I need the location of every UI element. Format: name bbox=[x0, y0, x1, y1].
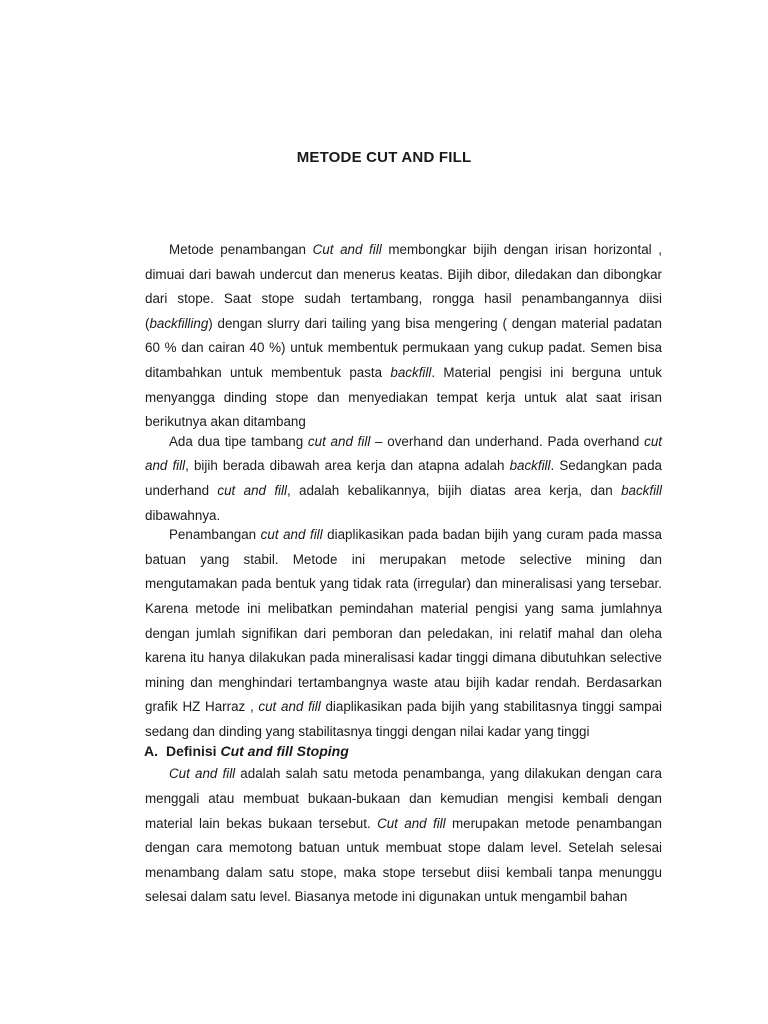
text-run: membongkar bijih dengan irisan horizontal , dimuai dari bawah undercut dan menerus keatas. Bijih dibor, diledakan dan dibongkar dari stope. Saat stope sudah tertambang, rongga hasil penambangannya diisi ( bbox=[145, 242, 663, 331]
italic-text-run: backfill bbox=[509, 458, 551, 474]
italic-text-run: backfill bbox=[621, 482, 662, 498]
italic-text-run: Cut and fill bbox=[169, 766, 236, 782]
section-italic-title: Cut and fill Stoping bbox=[220, 743, 349, 760]
italic-text-run: cut and fill bbox=[145, 433, 662, 474]
italic-text-run: cut and fill bbox=[258, 699, 321, 715]
text-run: diaplikasikan pada badan bijih yang curam pada massa batuan yang stabil. Metode ini merupakan metode selective mining dan mengutamakan pada bentuk yang tidak rata (irregular) dan mineralisasi yang tersebar. Karena metode ini melibatkan pemindahan material pengisi yang sama jumlahnya dengan jumlah signifikan dari pemboran dan peledakan, ini relatif mahal dan oleha karena itu hanya dilakukan pada mineralisasi kadar tinggi dimana dibutuhkan selective mining dan menghindari tertambangnya waste atau bijih kadar rendah. Berdasarkan grafik HZ Harraz , bbox=[145, 527, 662, 715]
section-prefix: Definisi bbox=[166, 743, 221, 760]
text-run: Ada dua tipe tambang bbox=[169, 433, 308, 449]
text-run: dibawahnya. bbox=[145, 507, 221, 523]
italic-text-run: backfilling bbox=[149, 315, 209, 331]
text-run: , adalah kebalikannya, bijih diatas area kerja, dan bbox=[286, 482, 622, 498]
text-run: adalah salah satu metoda penambanga, yang dilakukan dengan cara menggali atau membuat bukaan-bukaan dan kemudian mengisi kembali dengan material lain bekas bukaan tersebut. bbox=[145, 766, 662, 831]
paragraph-1 bbox=[145, 238, 662, 435]
text-run: . Sedangkan pada underhand bbox=[145, 458, 662, 498]
text-run: Penambangan bbox=[169, 527, 261, 543]
text-run: merupakan metode penambangan dengan cara memotong batuan untuk membuat stope dalam level. Setelah selesai menambang dalam satu stope, maka stope tersebut diisi kembali tanpa menunggu selesai dalam satu level. Biasanya metode ini digunakan untuk mengambil bahan bbox=[145, 815, 663, 905]
text-run: Metode penambangan bbox=[169, 242, 313, 257]
document-body bbox=[145, 238, 662, 910]
italic-text-run: cut and fill bbox=[217, 482, 287, 498]
italic-text-run: cut and fill bbox=[307, 433, 371, 449]
paragraph-4 bbox=[145, 762, 662, 910]
text-run: diaplikasikan pada bijih yang stabilitasnya tinggi sampai sedang dan dinding yang stabilitasnya tinggi dengan nilai kadar yang tinggi bbox=[145, 699, 662, 739]
italic-text-run: Cut and fill bbox=[377, 815, 446, 831]
document-title: METODE CUT AND FILL bbox=[296, 149, 472, 166]
paragraph-2 bbox=[145, 430, 662, 528]
italic-text-run: Cut and fill bbox=[312, 242, 382, 257]
section-letter: A. bbox=[144, 743, 158, 760]
italic-text-run: backfill bbox=[390, 364, 432, 380]
text-run: ) dengan slurry dari tailing yang bisa mengering ( dengan material padatan 60 % dan cairan 40 %) untuk membentuk permukaan yang cukup padat. Semen bisa ditambahkan untuk membentuk pasta bbox=[145, 315, 662, 380]
italic-text-run: cut and fill bbox=[260, 527, 323, 543]
section-heading bbox=[144, 740, 661, 762]
text-run: . Material pengisi ini berguna untuk menyangga dinding stope dan menyediakan tempat kerja untuk alat saat irisan berikutnya akan ditambang bbox=[145, 364, 662, 430]
text-run: – overhand dan underhand. Pada overhand bbox=[370, 433, 645, 449]
text-run: , bijih berada dibawah area kerja dan atapna adalah bbox=[185, 458, 510, 474]
paragraph-3 bbox=[145, 523, 662, 744]
